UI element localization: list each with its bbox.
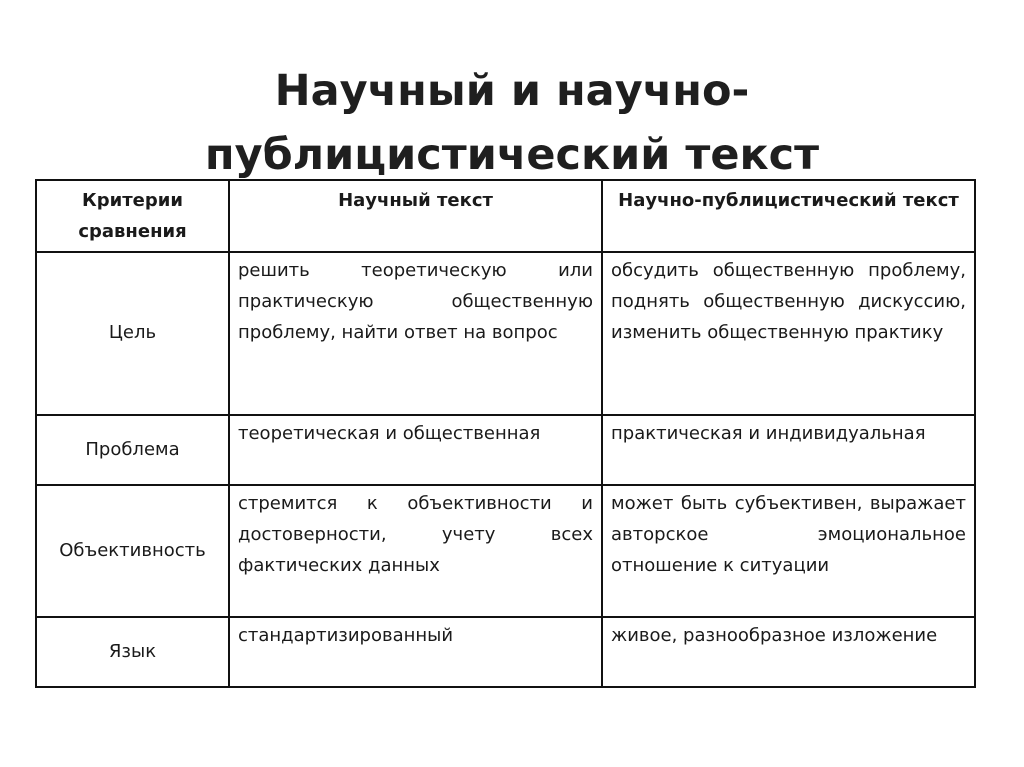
comparison-table [35, 179, 976, 688]
scientific-cell: стандартизированный [229, 617, 602, 687]
title-line-2: публицистический текст [204, 129, 820, 180]
publicistic-cell: практическая и индивидуальная [602, 415, 975, 485]
table-row [36, 617, 975, 687]
publicistic-cell: живое, разнообразное изложение [602, 617, 975, 687]
scientific-cell: стремится к объективности и достоверности, учету всех фактических данных [229, 485, 602, 617]
scientific-cell: решить теоретическую или практическую общественную проблему, найти ответ на вопрос [229, 252, 602, 415]
header-criteria: Критерии сравнения [36, 180, 229, 252]
header-publicistic: Научно-публицистический текст [602, 180, 975, 252]
title-line-1: Научный и научно- [274, 65, 750, 116]
publicistic-cell: может быть субъективен, выражает авторское эмоциональное отношение к ситуации [602, 485, 975, 617]
criterion-cell: Объективность [36, 485, 229, 617]
header-scientific: Научный текст [229, 180, 602, 252]
criterion-cell: Цель [36, 252, 229, 415]
table-row [36, 485, 975, 617]
criterion-cell: Язык [36, 617, 229, 687]
table-row [36, 252, 975, 415]
publicistic-cell: обсудить общественную проблему, поднять общественную дискуссию, изменить общественную практику [602, 252, 975, 415]
criterion-cell: Проблема [36, 415, 229, 485]
scientific-cell: теоретическая и общественная [229, 415, 602, 485]
page-title [0, 59, 1024, 187]
table-header-row [36, 180, 975, 252]
table-row [36, 415, 975, 485]
